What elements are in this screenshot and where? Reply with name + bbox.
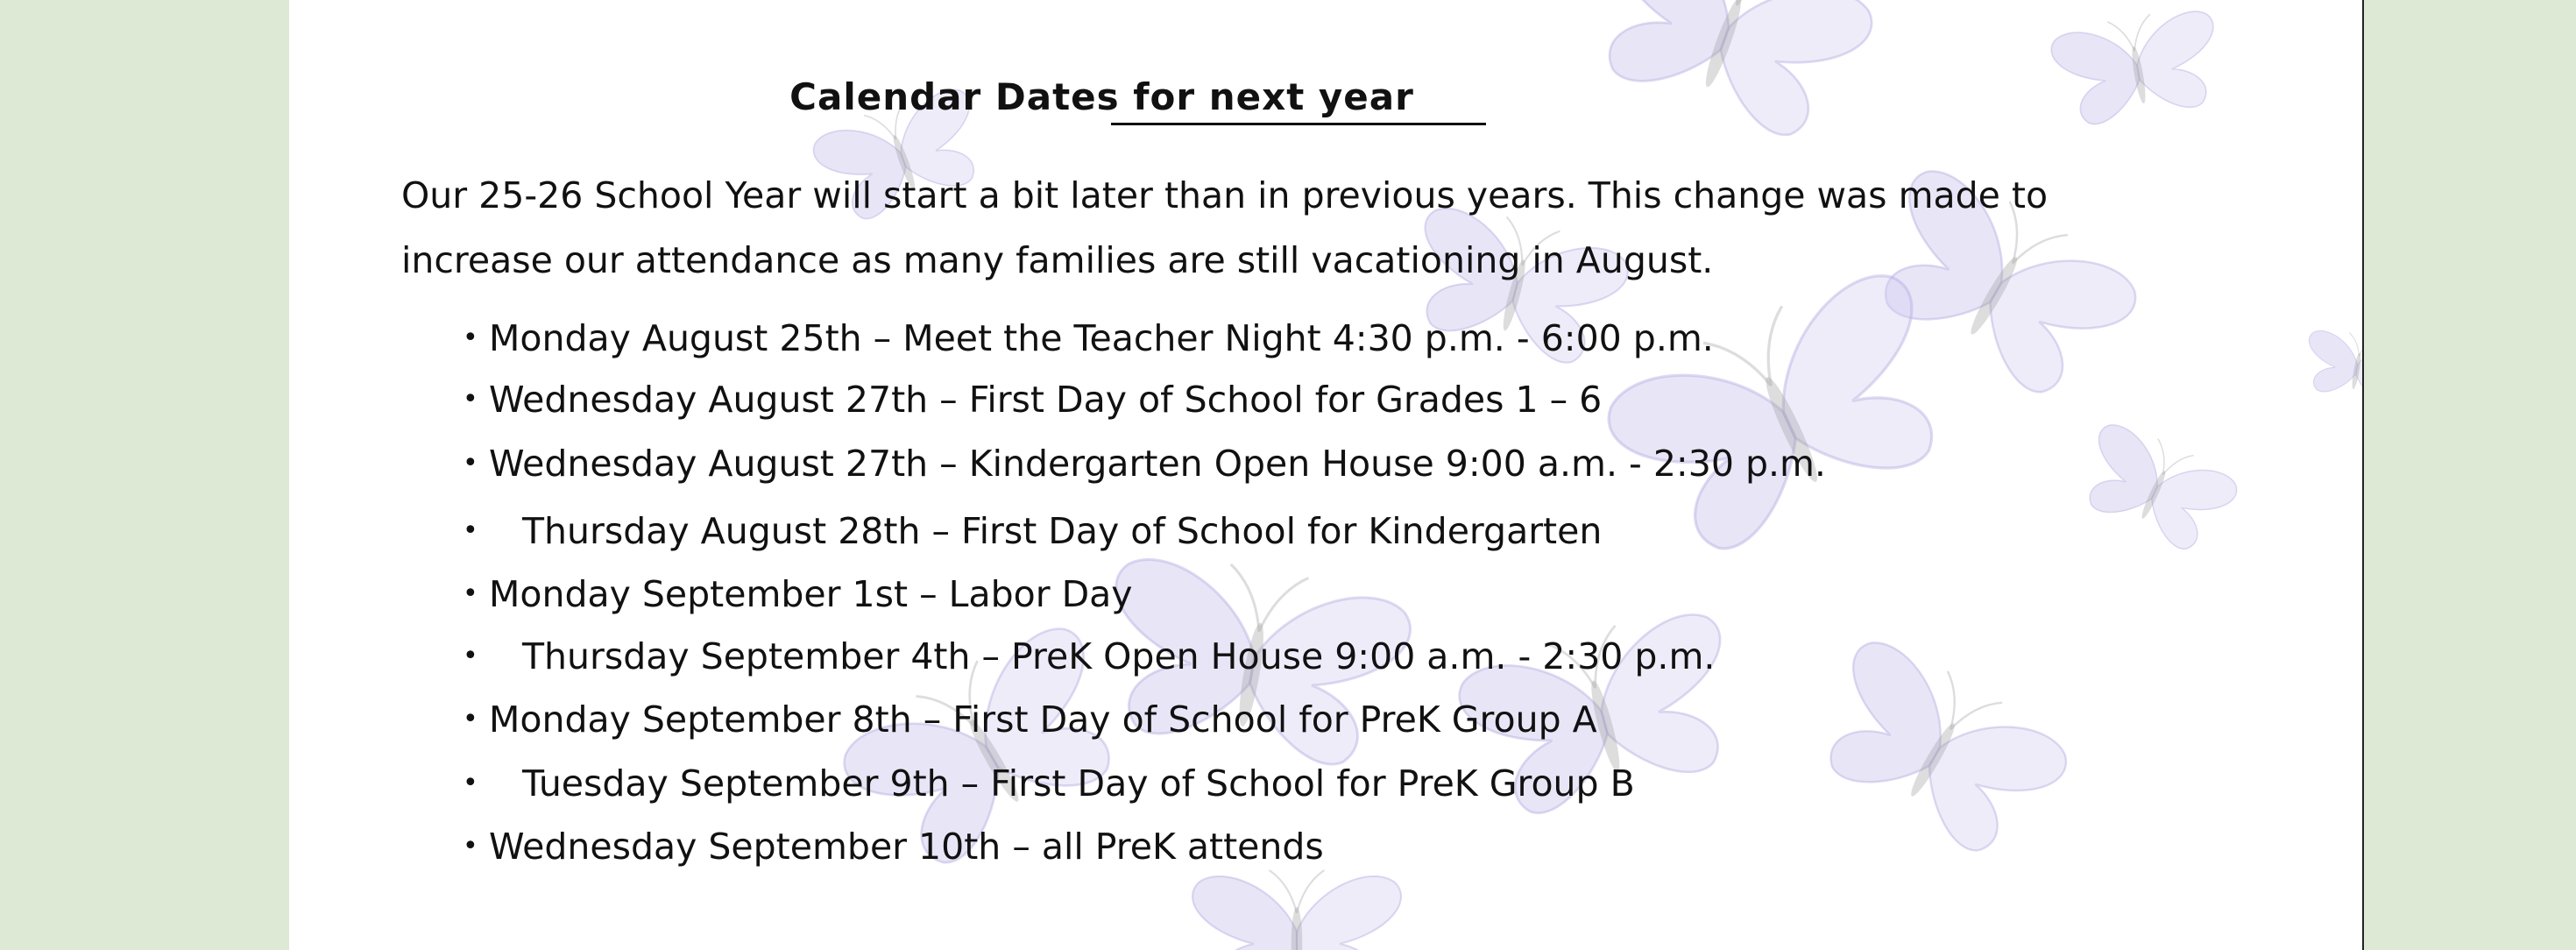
calendar-event-item — [463, 314, 1714, 363]
bullet-icon: • — [463, 768, 478, 798]
bullet-icon: • — [463, 831, 478, 861]
calendar-event-item — [463, 507, 1602, 556]
calendar-event-item — [463, 570, 1133, 619]
event-text: Monday September 1st – Labor Day — [489, 573, 1133, 615]
intro-line: increase our attendance as many families are still vacationing in August. — [401, 239, 1714, 281]
bullet-icon: • — [463, 384, 478, 415]
butterfly-icon — [1800, 627, 2078, 871]
bullet-icon: • — [463, 704, 478, 734]
bullet-icon: • — [463, 448, 478, 479]
butterfly-icon — [2070, 415, 2243, 560]
intro-line: Our 25-26 School Year will start a bit later than in previous years. This change was made to — [401, 174, 2049, 216]
bullet-icon: • — [463, 515, 478, 546]
butterfly-icon — [2301, 326, 2362, 406]
calendar-event-item — [463, 822, 1324, 871]
event-text: Wednesday August 27th – First Day of School for Grades 1 – 6 — [489, 379, 1603, 421]
bullet-icon: • — [463, 578, 478, 609]
calendar-event-item — [463, 439, 1826, 488]
calendar-event-item — [463, 375, 1602, 424]
event-text: Monday August 25th – Meet the Teacher Night 4:30 p.m. - 6:00 p.m. — [489, 317, 1714, 359]
butterfly-icon — [1192, 870, 1401, 950]
title-underline — [1111, 123, 1486, 125]
butterfly-icon — [2048, 4, 2226, 130]
event-text: Tuesday September 9th – First Day of School for PreK Group B — [522, 762, 1635, 805]
intro-paragraph — [401, 163, 2364, 293]
calendar-event-item — [463, 759, 1635, 808]
bullet-icon: • — [463, 641, 478, 671]
page-title: Calendar Dates for next year — [789, 75, 1414, 118]
event-text: Wednesday August 27th – Kindergarten Open House 9:00 a.m. - 2:30 p.m. — [489, 443, 1826, 485]
bullet-icon: • — [463, 323, 478, 353]
event-text: Thursday September 4th – PreK Open House 9:00 a.m. - 2:30 p.m. — [522, 635, 1716, 677]
calendar-event-item — [463, 695, 1597, 744]
document-page — [289, 0, 2364, 950]
event-text: Wednesday September 10th – all PreK attends — [489, 826, 1324, 868]
event-text: Thursday August 28th – First Day of School for Kindergarten — [522, 510, 1603, 552]
calendar-event-item — [463, 632, 1715, 681]
event-text: Monday September 8th – First Day of School for PreK Group A — [489, 698, 1597, 741]
